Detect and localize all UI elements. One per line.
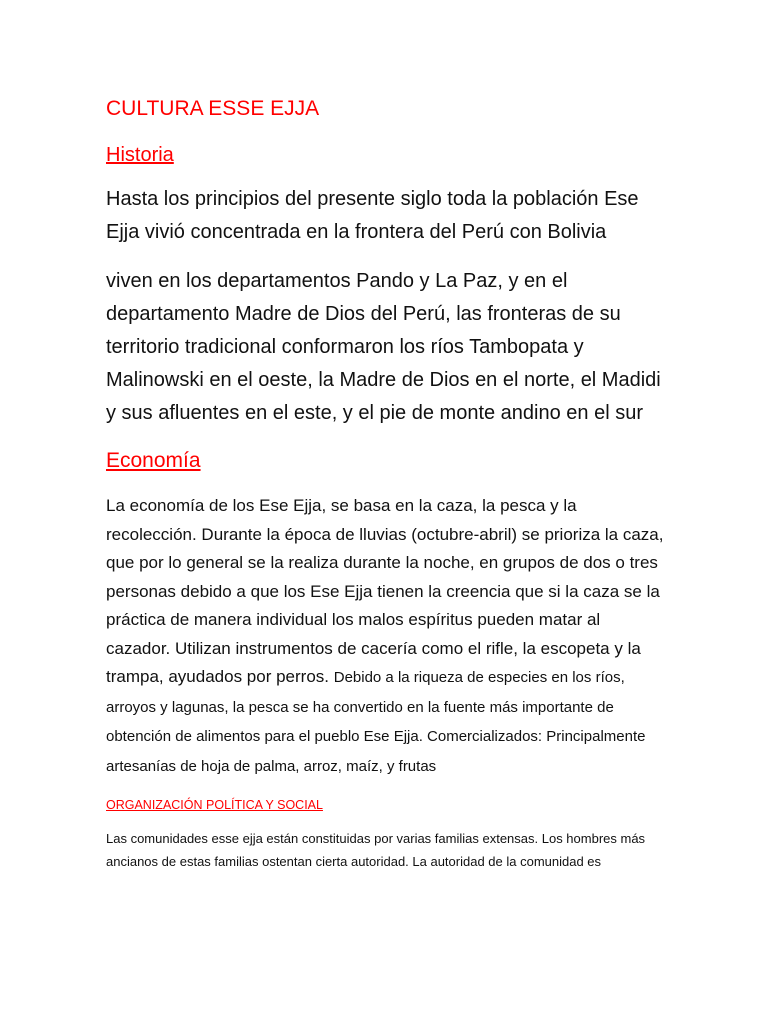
historia-paragraph-2: viven en los departamentos Pando y La Paz, y en el departamento Madre de Dios del Perú, las fronteras de su territorio tradicional conformaron los ríos Tambopata y Malinowski en el oeste, la Madre de Dios en el norte, el Madidi y sus afluentes en el este, y el pie de monte andino en el sur bbox=[106, 270, 661, 424]
section-heading-organizacion: ORGANIZACIÓN POLÍTICA Y SOCIAL bbox=[106, 798, 323, 812]
section-heading-economia: Economía bbox=[106, 449, 201, 472]
economia-paragraph-main: La economía de los Ese Ejja, se basa en la caza, la pesca y la recolección. Durante la época de lluvias (octubre-abril) se prioriza la caza, que por lo general se la realiza durante la noche, en grupos de dos o tres personas debido a que los Ese Ejja tienen la creencia que si la caza se la práctica de manera individual los malos espíritus pueden matar al cazador. Utilizan instrumentos de cacería como el rifle, la escopeta y la trampa, ayudados por perros. bbox=[106, 496, 664, 686]
document-content bbox=[106, 92, 666, 873]
economia-paragraph-tail: Debido a la riqueza de especies en los ríos, arroyos y lagunas, la pesca se ha convertido en la fuente más importante de obtención de alimentos para el pueblo Ese Ejja. Comercializados: Principalmente artesanías de hoja de palma, arroz, maíz, y frutas bbox=[106, 669, 646, 775]
historia-paragraph-1: Hasta los principios del presente siglo toda la población Ese Ejja vivió concentrada en la frontera del Perú con Bolivia bbox=[106, 188, 639, 243]
section-heading-historia: Historia bbox=[106, 144, 174, 166]
economia-paragraph bbox=[106, 492, 666, 781]
organizacion-paragraph: Las comunidades esse ejja están constituidas por varias familias extensas. Los hombres más ancianos de estas familias ostentan cierta autoridad. La autoridad de la comunidad es bbox=[106, 831, 646, 869]
document-title: CULTURA ESSE EJJA bbox=[106, 97, 320, 120]
